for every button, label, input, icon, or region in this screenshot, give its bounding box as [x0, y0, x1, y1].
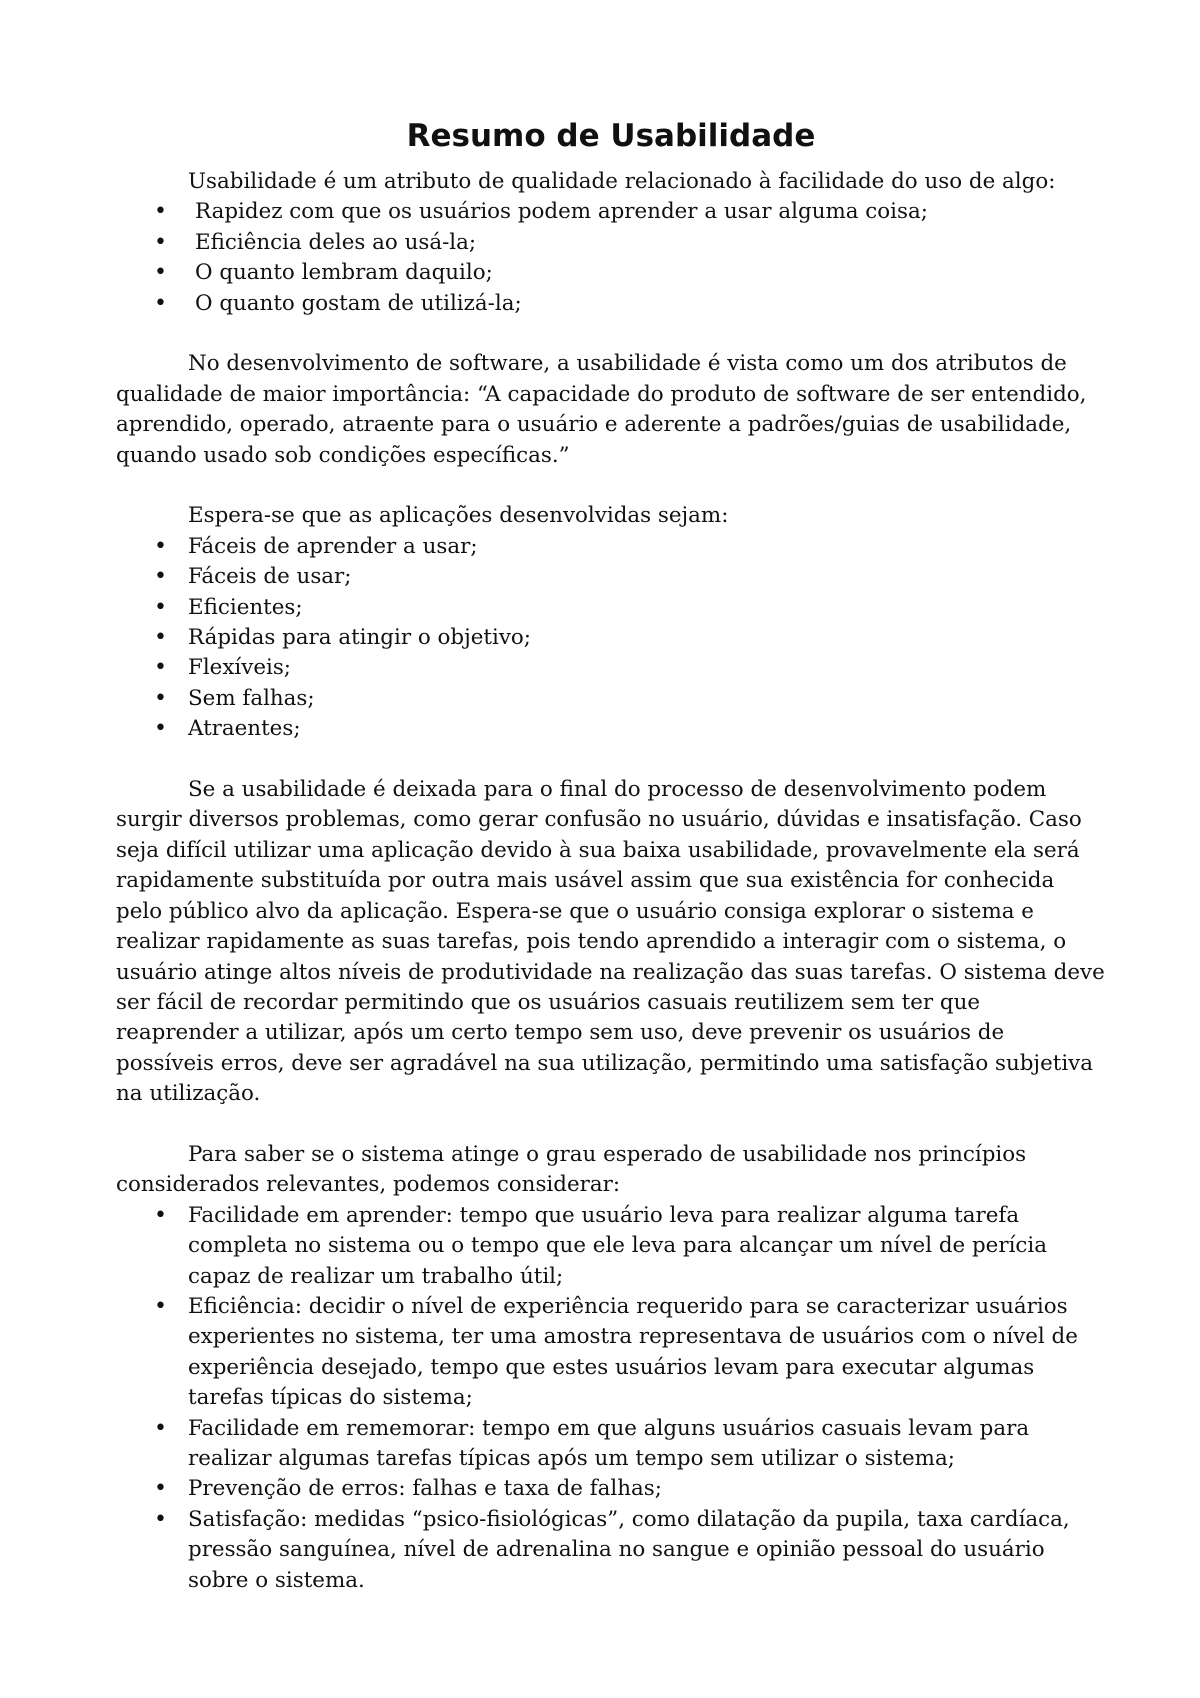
list-item: • Facilidade em aprender: tempo que usuário leva para realizar alguma tarefa completa no sistema ou o tempo que ele leva para alcançar um nível de perícia capaz de realizar um trabalho útil;	[116, 1201, 1106, 1292]
software-paragraph: No desenvolvimento de software, a usabilidade é vista como um dos atributos de qualidade de maior importância: “A capacidade do produto de software de ser entendido, aprendido, operado, atraente para o usuário e aderente a padrões/guias de usabilidade, quando usado sob condições específicas.”	[116, 351, 1087, 468]
criteria-list	[116, 1201, 1106, 1596]
final-paragraph: Se a usabilidade é deixada para o final do processo de desenvolvimento podem surgir diversos problemas, como gerar confusão no usuário, dúvidas e insatisfação. Caso seja difícil utilizar uma aplicação devido à sua baixa usabilidade, provavelmente ela será rapidamente substituída por outra mais usável assim que sua existência for conhecida pelo público alvo da aplicação. Espera-se que o usuário consiga explorar o sistema e realizar rapidamente as suas tarefas, pois tendo aprendido a interagir com o sistema, o usuário atinge altos níveis de produtividade na realização das suas tarefas. O sistema deve ser fácil de recordar permitindo que os usuários casuais reutilizem sem ter que reaprender a utilizar, após um certo tempo sem uso, deve prevenir os usuários de possíveis erros, deve ser agradável na sua utilização, permitindo uma satisfação subjetiva na utilização.	[116, 777, 1105, 1107]
list-item: • Satisfação: medidas “psico-fisiológicas”, como dilatação da pupila, taxa cardíaca, pressão sanguínea, nível de adrenalina no sangue e opinião pessoal do usuário sobre o sistema.	[116, 1505, 1106, 1596]
paragraph-gap	[116, 745, 1106, 775]
list-item: • Rapidez com que os usuários podem aprender a usar alguma coisa;	[116, 197, 1106, 227]
list-item: • Eficiência: decidir o nível de experiência requerido para se caracterizar usuários experientes no sistema, ter uma amostra representava de usuários com o nível de experiência desejado, tempo que estes usuários levam para executar algumas tarefas típicas do sistema;	[116, 1292, 1106, 1414]
expectation-intro: Espera-se que as aplicações desenvolvidas sejam:	[188, 503, 729, 529]
list-item: • O quanto lembram daquilo;	[116, 258, 1106, 288]
list-item: • Fáceis de usar;	[116, 562, 1106, 592]
paragraph-gap	[116, 319, 1106, 349]
list-item: • Fáceis de aprender a usar;	[116, 532, 1106, 562]
list-item: • Atraentes;	[116, 714, 1106, 744]
list-item: • O quanto gostam de utilizá-la;	[116, 289, 1106, 319]
list-item: • Rápidas para atingir o objetivo;	[116, 623, 1106, 653]
list-item: • Eficiência deles ao usá-la;	[116, 228, 1106, 258]
intro-list	[116, 197, 1106, 319]
list-item: • Flexíveis;	[116, 653, 1106, 683]
list-item: • Sem falhas;	[116, 684, 1106, 714]
list-item: • Eficientes;	[116, 593, 1106, 623]
paragraph-gap	[116, 471, 1106, 501]
list-item: • Facilidade em rememorar: tempo em que alguns usuários casuais levam para realizar algumas tarefas típicas após um tempo sem utilizar o sistema;	[116, 1414, 1106, 1475]
list-item: • Prevenção de erros: falhas e taxa de falhas;	[116, 1474, 1106, 1504]
document-title: Resumo de Usabilidade	[406, 118, 816, 154]
intro-paragraph: Usabilidade é um atributo de qualidade relacionado à facilidade do uso de algo:	[188, 169, 1056, 194]
document-page	[116, 100, 1106, 1596]
expectation-list	[116, 532, 1106, 745]
criteria-intro: Para saber se o sistema atinge o grau esperado de usabilidade nos princípios considerados relevantes, podemos considerar:	[116, 1141, 1027, 1198]
paragraph-gap	[116, 1110, 1106, 1140]
